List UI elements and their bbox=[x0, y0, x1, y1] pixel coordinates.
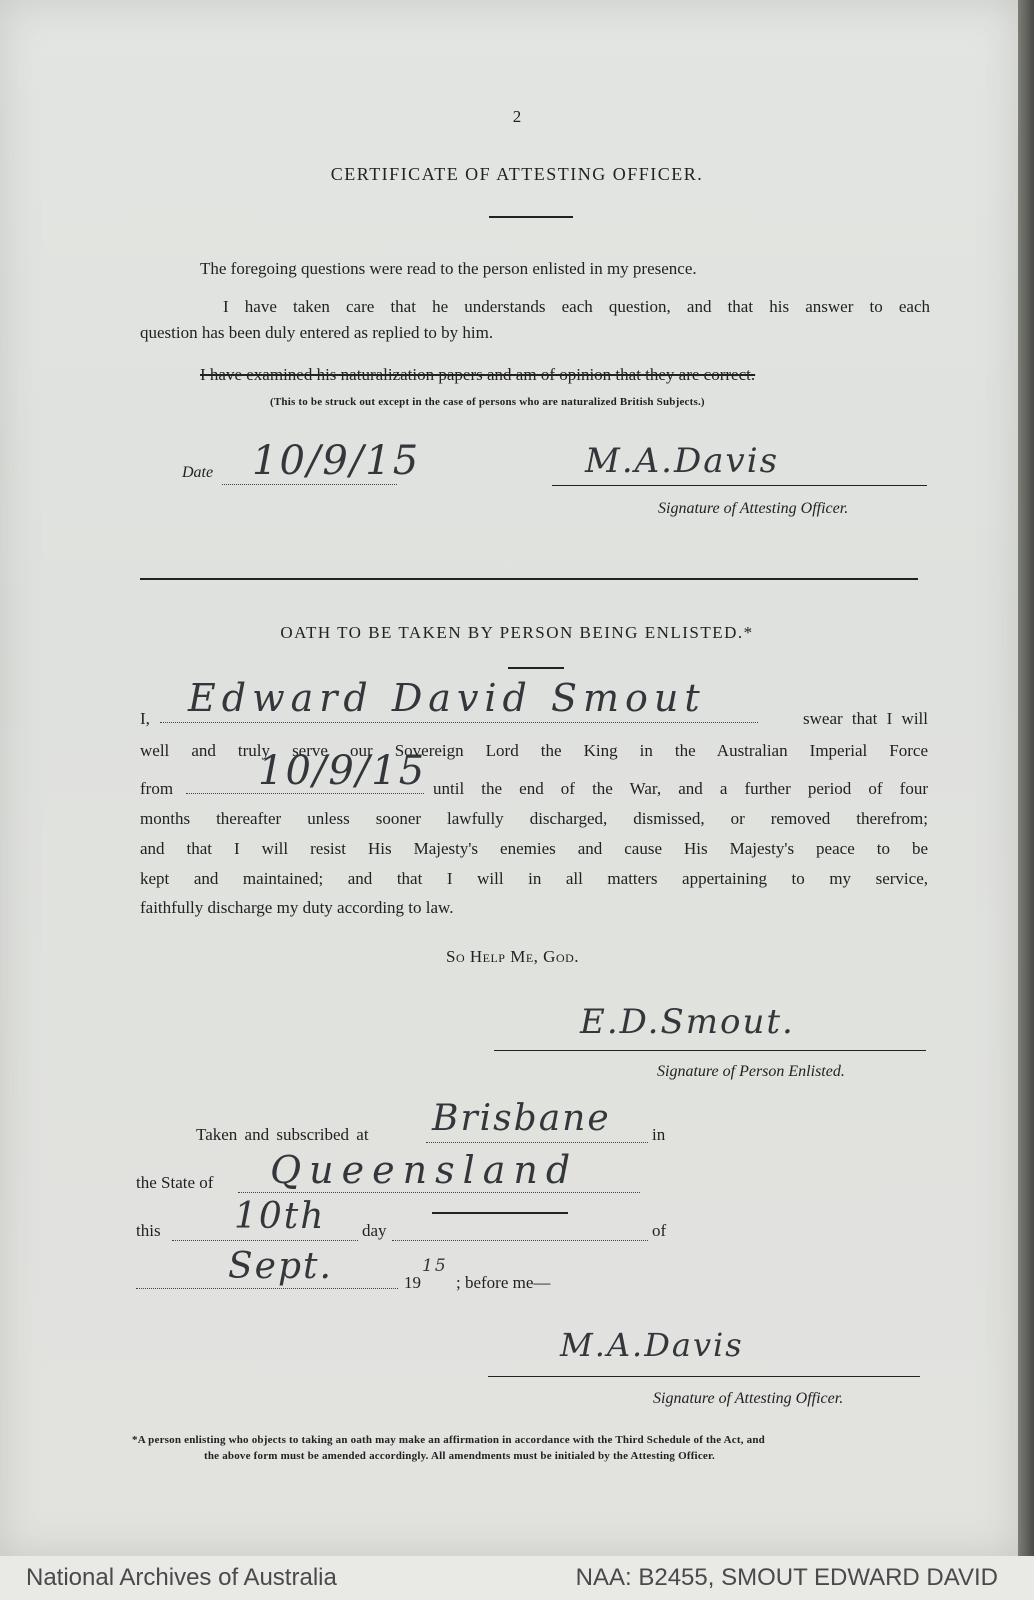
officer-signature-line bbox=[552, 485, 927, 486]
title-divider bbox=[489, 216, 573, 218]
before-me: ; before me— bbox=[456, 1273, 551, 1292]
strike-note: (This to be struck out except in the case of persons who are naturalized British Subjects.) bbox=[270, 396, 705, 408]
section-divider bbox=[140, 578, 918, 580]
enlistee-signature-label: Signature of Person Enlisted. bbox=[657, 1063, 845, 1080]
year-handwritten: 15 bbox=[422, 1256, 448, 1276]
date-label: Date bbox=[182, 464, 214, 481]
month-blank-line bbox=[392, 1240, 648, 1241]
day-line bbox=[172, 1240, 358, 1241]
footnote-line2: the above form must be amended accordingly. All amendments must be initialed by the Attesting Officer. bbox=[204, 1450, 716, 1462]
from-date-handwritten: 10/9/15 bbox=[258, 748, 427, 794]
oath-i-label: I, bbox=[140, 709, 150, 728]
officer-signature-1: M.A.Davis bbox=[585, 441, 780, 481]
certificate-line2b: question has been duly entered as replied to by him. bbox=[140, 323, 494, 342]
state-handwritten: Queensland bbox=[270, 1148, 579, 1192]
archive-reference: NAA: B2455, SMOUT EDWARD DAVID bbox=[575, 1564, 998, 1591]
archive-footer bbox=[0, 1556, 1034, 1600]
date-line bbox=[222, 484, 397, 485]
oath-line3: until the end of the War, and a further period of four bbox=[433, 779, 928, 798]
footnote-line1: *A person enlisting who objects to taking an oath may make an affirmation in accordance with the Third Schedule of the Act, and bbox=[132, 1434, 765, 1446]
officer-signature-2: M.A.Davis bbox=[560, 1326, 744, 1364]
oath-title: OATH TO BE TAKEN BY PERSON BEING ENLISTED.* bbox=[280, 623, 754, 642]
taken-subscribed-label: Taken and subscribed at bbox=[196, 1125, 369, 1144]
date-handwritten: 10/9/15 bbox=[252, 438, 421, 484]
place-handwritten: Brisbane bbox=[432, 1098, 611, 1139]
certificate-title: CERTIFICATE OF ATTESTING OFFICER. bbox=[330, 164, 704, 184]
oath-line4: months thereafter unless sooner lawfully discharged, dismissed, or removed therefrom; bbox=[140, 809, 928, 828]
year-prefix: 19 bbox=[404, 1273, 421, 1292]
archive-name: National Archives of Australia bbox=[26, 1564, 337, 1591]
oath-from-label: from bbox=[140, 779, 174, 798]
month-handwritten: Sept. bbox=[228, 1246, 333, 1287]
month-line bbox=[136, 1288, 398, 1289]
oath-line7: faithfully discharge my duty according to law. bbox=[140, 898, 454, 917]
oath-swear: swear that I will bbox=[803, 709, 928, 728]
oath-line6: kept and maintained; and that I will in all matters appertaining to my service, bbox=[140, 869, 928, 888]
so-help-me-god: So Help Me, God. bbox=[446, 947, 580, 966]
oath-line2: well and truly serve our Sovereign Lord the King in the Australian Imperial Force bbox=[140, 741, 928, 760]
oath-line5: and that I will resist His Majesty's enemies and cause His Majesty's peace to be bbox=[140, 839, 928, 858]
oath-divider bbox=[508, 667, 564, 669]
in-label: in bbox=[652, 1125, 666, 1144]
state-line bbox=[238, 1192, 640, 1193]
enlistee-signature-line bbox=[494, 1050, 926, 1051]
certificate-line2a: I have taken care that he understands each question, and that his answer to each bbox=[223, 297, 930, 316]
certificate-line1: The foregoing questions were read to the person enlisted in my presence. bbox=[200, 259, 697, 278]
day-label: day bbox=[362, 1221, 387, 1240]
enlistee-name-handwritten: Edward David Smout bbox=[188, 676, 706, 720]
day-handwritten: 10th bbox=[234, 1196, 326, 1237]
officer-signature-label-2: Signature of Attesting Officer. bbox=[653, 1390, 844, 1407]
blank-dash bbox=[432, 1212, 568, 1214]
naturalization-struck-line: I have examined his naturalization papers and am of opinion that they are correct. bbox=[200, 365, 756, 384]
officer-signature-label-1: Signature of Attesting Officer. bbox=[658, 500, 849, 517]
of-label: of bbox=[652, 1221, 667, 1240]
page-edge bbox=[1018, 0, 1034, 1600]
enlistee-signature: E.D.Smout. bbox=[580, 1002, 795, 1042]
page-number: 2 bbox=[512, 107, 522, 126]
officer-signature-line-2 bbox=[488, 1376, 920, 1377]
state-label: the State of bbox=[136, 1173, 214, 1192]
place-line bbox=[426, 1142, 648, 1143]
this-label: this bbox=[136, 1221, 161, 1240]
name-line bbox=[160, 722, 758, 723]
